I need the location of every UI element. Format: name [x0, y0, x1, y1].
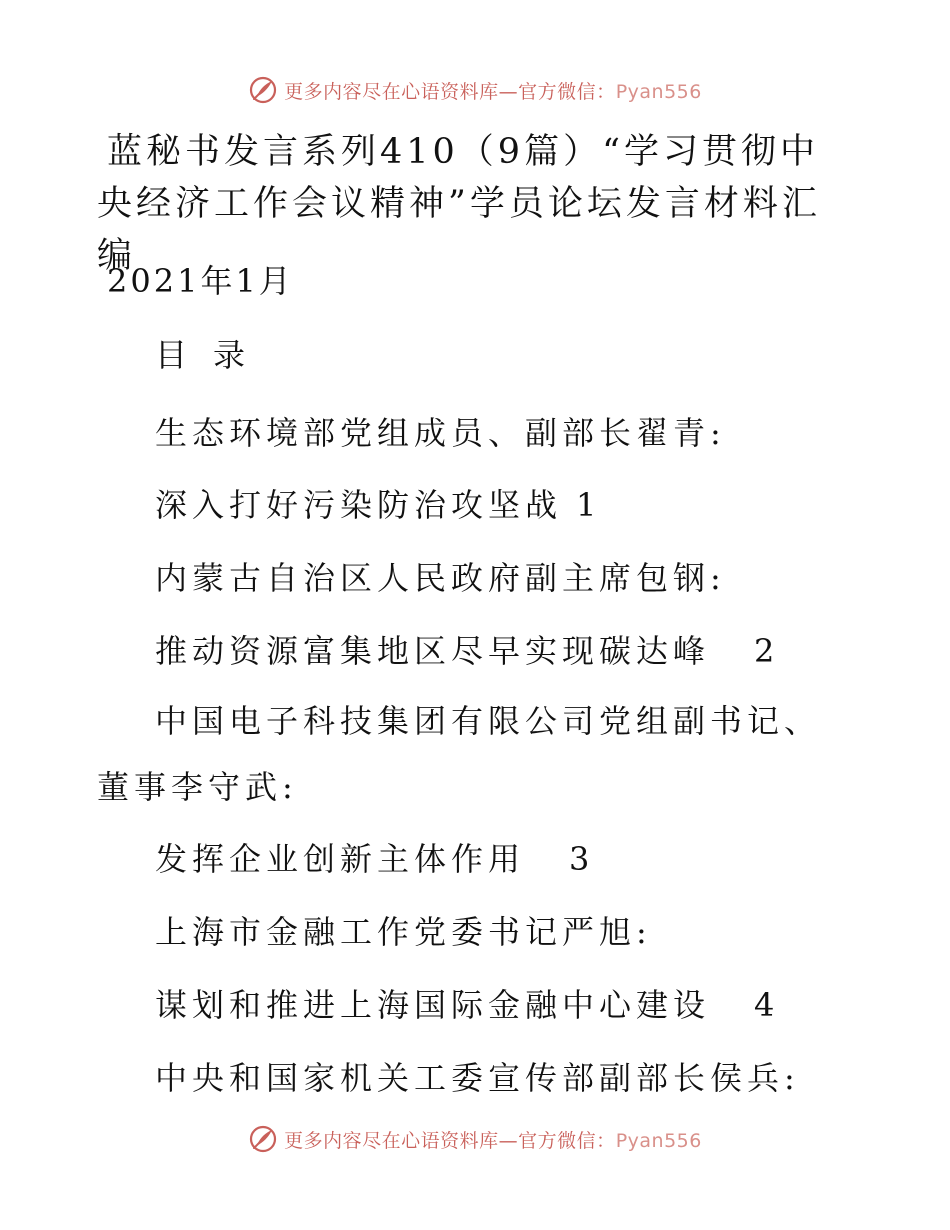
document-title: 蓝秘书发言系列410（9篇）“学习贯彻中央经济工作会议精神”学员论坛发言材料汇编 — [97, 132, 821, 276]
toc-heading: 目录 — [155, 336, 272, 374]
toc-speaker: 中国电子科技集团有限公司党组副书记、董事李守武: — [97, 702, 822, 806]
toc-topic[interactable]: 推动资源富集地区尽早实现碳达峰 2 — [155, 632, 780, 670]
toc-speaker: 上海市金融工作党委书记严旭: — [155, 913, 652, 951]
footer-watermark — [0, 1121, 950, 1157]
toc-speaker: 内蒙古自治区人民政府副主席包钢: — [155, 559, 726, 597]
toc-page-number: 3 — [569, 840, 595, 878]
toc-page-number: 4 — [754, 986, 780, 1024]
toc-topic[interactable]: 深入打好污染防治攻坚战 1 — [155, 486, 602, 524]
toc-speaker: 生态环境部党组成员、副部长翟青: — [155, 414, 726, 452]
toc-speaker: 中央和国家机关工委宣传部副部长侯兵: — [155, 1059, 800, 1097]
toc-page-number: 2 — [754, 632, 780, 670]
header-watermark — [0, 72, 950, 108]
toc-page-number: 1 — [576, 486, 602, 524]
document-date: 2021年1月 — [107, 262, 294, 300]
toc-topic[interactable]: 发挥企业创新主体作用 3 — [155, 840, 595, 878]
feather-pen-logo-icon — [248, 75, 278, 105]
watermark-text: 更多内容尽在心语资料库—官方微信：Pyan556 — [284, 80, 702, 103]
watermark-text: 更多内容尽在心语资料库—官方微信：Pyan556 — [284, 1129, 702, 1152]
toc-topic[interactable]: 谋划和推进上海国际金融中心建设 4 — [155, 986, 780, 1024]
feather-pen-logo-icon — [248, 1124, 278, 1154]
